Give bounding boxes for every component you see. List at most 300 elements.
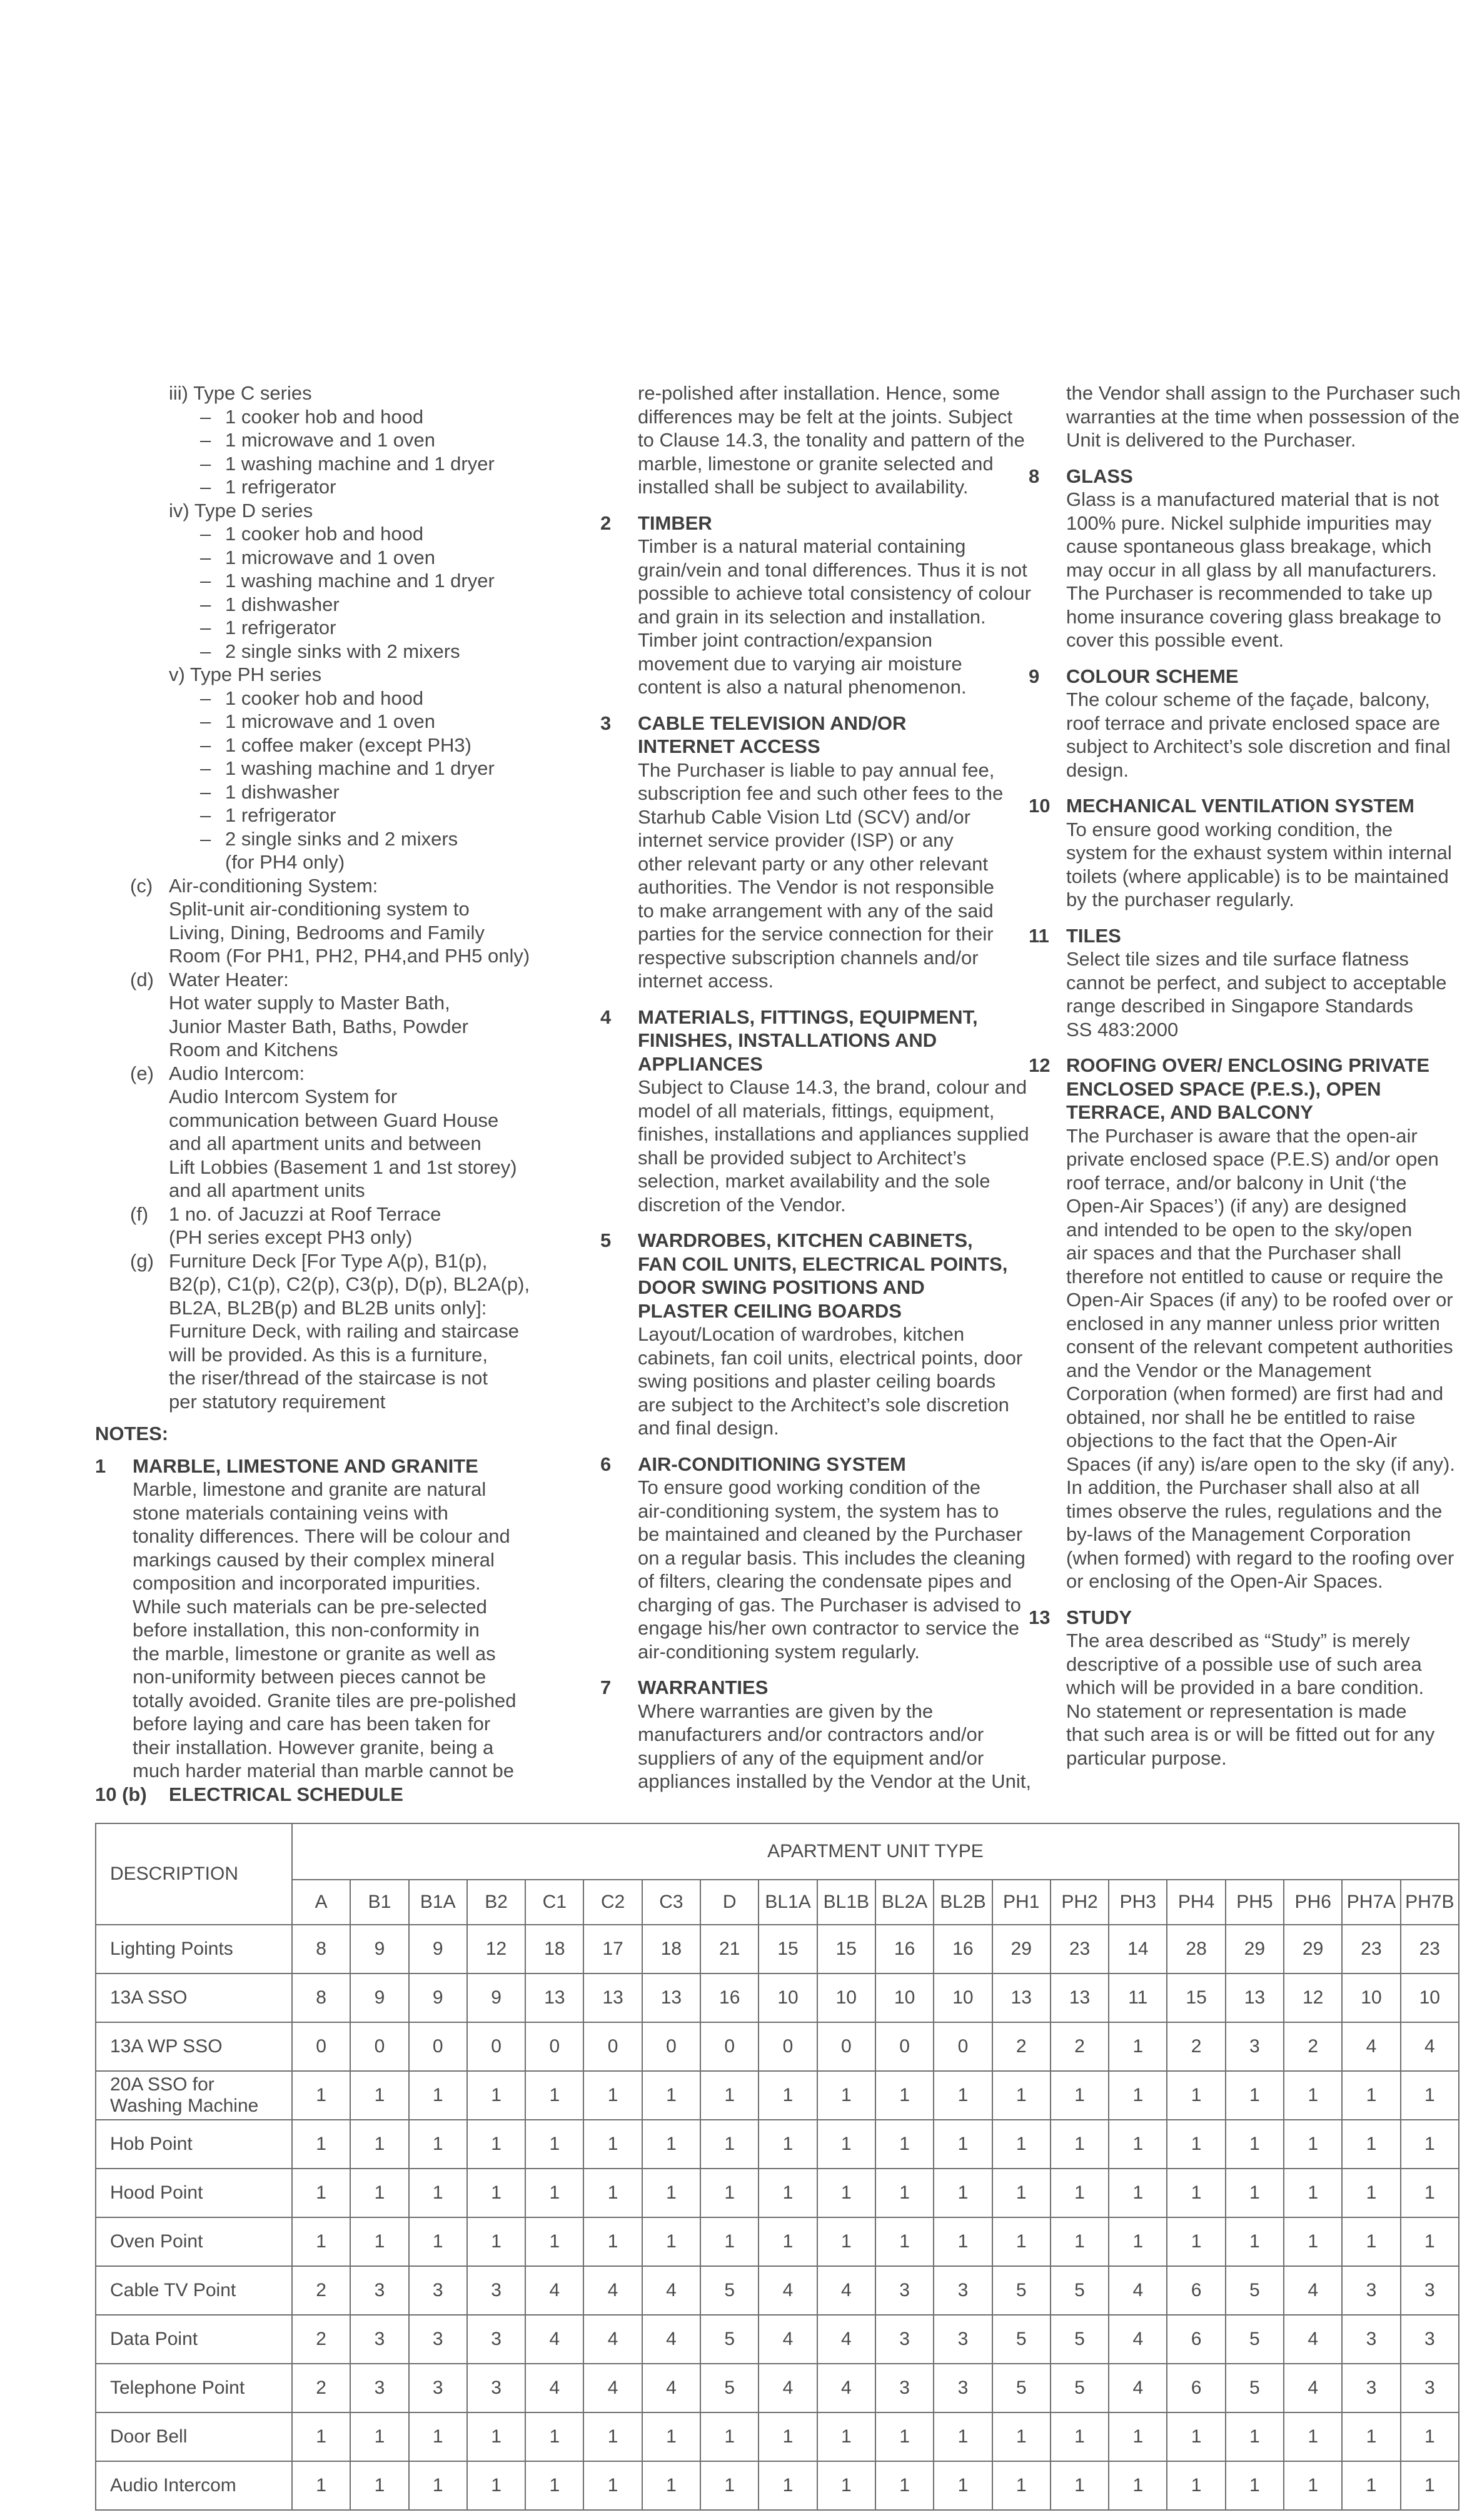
note-body-line: Open-Air Spaces’) (if any) are designed — [1066, 1195, 1407, 1217]
note-body-line: times observe the rules, regulations and the — [1066, 1499, 1443, 1522]
note-number: 1 — [95, 1454, 106, 1477]
table-cell: 8 — [292, 1973, 350, 2022]
table-cell: 3 — [875, 2364, 934, 2412]
series-marker: v) — [169, 663, 185, 685]
row-label-line: Audio Intercom — [110, 2475, 236, 2496]
table-cell: 16 — [875, 1925, 934, 1973]
row-label — [96, 2461, 292, 2510]
note-number: 11 — [1029, 924, 1049, 947]
table-cell: 1 — [992, 2217, 1051, 2266]
table-cell: 4 — [1109, 2364, 1167, 2412]
table-cell: 1 — [1167, 2412, 1225, 2461]
note-body-line: totally avoided. Granite tiles are pre-polished — [133, 1689, 517, 1711]
note-heading-text: COLOUR SCHEME — [1066, 665, 1239, 687]
table-cell: 5 — [1051, 2364, 1109, 2412]
note-heading-text: MECHANICAL VENTILATION SYSTEM — [1066, 795, 1414, 817]
electrical-schedule-table — [95, 1823, 1459, 2511]
table-cell: 3 — [875, 2266, 934, 2315]
table-cell: 1 — [467, 2071, 525, 2120]
table-cell: 1 — [1109, 2461, 1167, 2510]
table-cell: 0 — [700, 2022, 759, 2071]
table-cell: 1 — [934, 2412, 992, 2461]
note-gap — [1029, 912, 1466, 924]
table-cell: 18 — [525, 1925, 583, 1973]
table-cell: 1 — [1226, 2071, 1284, 2120]
sub-item-line: Furniture Deck, with railing and staircase — [169, 1320, 519, 1342]
table-cell: 1 — [1226, 2461, 1284, 2510]
sub-item — [95, 968, 533, 1062]
table-cell: 1 — [817, 2217, 875, 2266]
row-label — [96, 2412, 292, 2461]
table-cell: 1 — [700, 2412, 759, 2461]
note-body-line: The colour scheme of the façade, balcony, — [1066, 688, 1430, 710]
table-cell: 1 — [525, 2071, 583, 2120]
sub-item-line: 1 no. of Jacuzzi at Roof Terrace — [169, 1202, 441, 1225]
note-block — [600, 1229, 1023, 1453]
unit-type-header: D — [700, 1880, 759, 1925]
note-number: 9 — [1029, 665, 1040, 687]
table-row — [96, 2071, 1459, 2120]
table-cell: 0 — [817, 2022, 875, 2071]
table-cell: 15 — [1167, 1973, 1225, 2022]
table-cell: 3 — [1401, 2315, 1459, 2364]
table-cell: 3 — [934, 2364, 992, 2412]
note-body-line: cause spontaneous glass breakage, which — [1066, 535, 1432, 557]
note-body-line: movement due to varying air moisture — [638, 652, 962, 675]
row-label — [96, 2120, 292, 2169]
sub-item-line: Junior Master Bath, Baths, Powder — [169, 1015, 469, 1037]
series-item — [95, 522, 533, 546]
row-label-line: Oven Point — [110, 2231, 203, 2252]
table-cell: 1 — [759, 2461, 817, 2510]
table-cell: 1 — [1284, 2217, 1342, 2266]
table-cell: 1 — [525, 2217, 583, 2266]
table-cell: 13 — [992, 1973, 1051, 2022]
note-body-line: engage his/her own contractor to service the — [638, 1617, 1020, 1639]
note-heading-text: TILES — [1066, 924, 1121, 947]
note-heading-text: INTERNET ACCESS — [638, 735, 820, 757]
note-body-line: Layout/Location of wardrobes, kitchen — [638, 1323, 965, 1345]
table-cell: 1 — [759, 2412, 817, 2461]
row-label — [96, 2364, 292, 2412]
table-cell: 1 — [1284, 2412, 1342, 2461]
sub-item-marker: (c) — [130, 874, 153, 897]
table-cell: 13 — [642, 1973, 700, 2022]
note-body-line: selection, market availability and the sole — [638, 1170, 991, 1192]
note-body-line: internet service provider (ISP) or any — [638, 829, 954, 851]
note-number: 12 — [1029, 1054, 1051, 1076]
series-item-text: 1 dishwasher — [225, 593, 340, 615]
table-cell: 1 — [1051, 2071, 1109, 2120]
note-body-line: that such area is or will be fitted out for any — [1066, 1723, 1435, 1745]
table-cell: 16 — [700, 1973, 759, 2022]
table-cell: 21 — [700, 1925, 759, 1973]
note-body-line: shall be provided subject to Architect’s — [638, 1146, 967, 1169]
table-cell: 5 — [1226, 2266, 1284, 2315]
row-label-line: Data Point — [110, 2329, 198, 2349]
note-body-line: warranties at the time when possession of the — [1066, 405, 1459, 428]
note-body-line: content is also a natural phenomenon. — [638, 676, 967, 698]
table-cell: 3 — [409, 2364, 467, 2412]
table-cell: 1 — [642, 2461, 700, 2510]
table-cell: 1 — [1109, 2071, 1167, 2120]
note-gap — [600, 499, 1007, 512]
note-number: 6 — [600, 1453, 612, 1475]
table-cell: 3 — [1401, 2266, 1459, 2315]
note-heading — [600, 735, 1007, 759]
table-cell: 1 — [350, 2461, 408, 2510]
table-cell: 1 — [292, 2169, 350, 2217]
series-item — [95, 616, 533, 640]
table-cell: 5 — [992, 2364, 1051, 2412]
note-heading — [600, 1029, 1007, 1052]
series-item — [95, 593, 533, 617]
table-row — [96, 2169, 1459, 2217]
table-cell: 1 — [1342, 2412, 1400, 2461]
note-body-line: air spaces and that the Purchaser shall — [1066, 1242, 1401, 1264]
note-body-line: markings caused by their complex mineral — [133, 1548, 495, 1571]
table-cell: 4 — [525, 2266, 583, 2315]
note-heading — [600, 1052, 1007, 1076]
note-body-line: air-conditioning system regularly. — [638, 1640, 920, 1663]
table-cell: 1 — [1284, 2169, 1342, 2217]
note-heading — [1029, 794, 1466, 818]
table-cell: 1 — [1051, 2217, 1109, 2266]
sub-item-line: Audio Intercom System for — [169, 1086, 398, 1107]
apartment-unit-type-header: APARTMENT UNIT TYPE — [292, 1823, 1459, 1880]
table-cell: 1 — [1167, 2461, 1225, 2510]
table-cell: 1 — [467, 2412, 525, 2461]
description-header: DESCRIPTION — [96, 1823, 292, 1925]
table-cell: 1 — [934, 2169, 992, 2217]
note-body-line: cover this possible event. — [1066, 629, 1284, 651]
table-cell: 1 — [1051, 2412, 1109, 2461]
note-body-line: and the Vendor or the Management — [1066, 1359, 1371, 1381]
table-cell: 4 — [642, 2315, 700, 2364]
table-cell: 2 — [1051, 2022, 1109, 2071]
note-body-line: No statement or representation is made — [1066, 1700, 1407, 1722]
note-body-line: Timber is a natural material containing — [638, 535, 966, 557]
table-cell: 1 — [642, 2169, 700, 2217]
unit-type-header: PH4 — [1167, 1880, 1225, 1925]
table-cell: 1 — [409, 2412, 467, 2461]
table-cell: 1 — [1167, 2217, 1225, 2266]
table-cell: 1 — [875, 2217, 934, 2266]
note-body-line: Select tile sizes and tile surface flatness — [1066, 948, 1409, 970]
table-row — [96, 2266, 1459, 2315]
sub-item-line: and all apartment units — [169, 1179, 365, 1201]
unit-type-header: B2 — [467, 1880, 525, 1925]
note-body-line: before installation, this non-conformity in — [133, 1619, 480, 1641]
table-cell: 3 — [1342, 2315, 1400, 2364]
note-block — [1029, 381, 1466, 465]
note-body-line: Corporation (when formed) are first had and — [1066, 1383, 1444, 1404]
table-cell: 23 — [1051, 1925, 1109, 1973]
note-heading-text: PLASTER CEILING BOARDS — [638, 1299, 902, 1322]
note-body-line: re-polished after installation. Hence, some — [638, 382, 1000, 404]
series-item-text: 1 cooker hob and hood — [225, 523, 424, 545]
note-block — [1029, 665, 1466, 795]
unit-type-header: C3 — [642, 1880, 700, 1925]
table-cell: 11 — [1109, 1973, 1167, 2022]
note-body-line: the marble, limestone or granite as well as — [133, 1642, 496, 1665]
table-cell: 1 — [525, 2412, 583, 2461]
row-label-line: 20A SSO for — [110, 2074, 214, 2095]
note-body-line: model of all materials, fittings, equipment, — [638, 1099, 995, 1122]
table-cell: 1 — [350, 2412, 408, 2461]
row-label — [96, 2071, 292, 2120]
note-body-line: on a regular basis. This includes the cleaning — [638, 1546, 1026, 1569]
note-body-line: In addition, the Purchaser shall also at all — [1066, 1476, 1420, 1498]
note-body-line: SS 483:2000 — [1066, 1018, 1179, 1041]
table-cell: 3 — [350, 2315, 408, 2364]
unit-type-header: C2 — [583, 1880, 642, 1925]
table-cell: 0 — [583, 2022, 642, 2071]
sub-item-line: B2(p), C1(p), C2(p), C3(p), D(p), BL2A(p), — [169, 1273, 530, 1295]
table-cell: 1 — [1401, 2412, 1459, 2461]
note-block — [600, 512, 1031, 712]
table-row — [96, 1925, 1459, 1973]
dash-marker: – — [200, 780, 211, 803]
table-cell: 1 — [409, 2169, 467, 2217]
note-body-line: are subject to the Architect’s sole discretion — [638, 1393, 1009, 1416]
left-column — [95, 381, 533, 1783]
table-cell: 1 — [525, 2461, 583, 2510]
table-row — [96, 2315, 1459, 2364]
table-cell: 1 — [934, 2461, 992, 2510]
note-gap — [600, 1216, 1007, 1229]
table-row — [96, 2217, 1459, 2266]
table-cell: 1 — [700, 2169, 759, 2217]
table-cell: 1 — [1342, 2169, 1400, 2217]
note-body-line: cannot be perfect, and subject to acceptable — [1066, 971, 1447, 994]
table-cell: 13 — [583, 1973, 642, 2022]
table-cell: 8 — [292, 1925, 350, 1973]
schedule-heading: ELECTRICAL SCHEDULE — [169, 1783, 403, 1805]
unit-type-header: PH5 — [1226, 1880, 1284, 1925]
sub-item-marker: (e) — [130, 1062, 154, 1084]
note-body-line: be maintained and cleaned by the Purchaser — [638, 1523, 1023, 1545]
unit-type-header: PH3 — [1109, 1880, 1167, 1925]
note-body-line: descriptive of a possible use of such area — [1066, 1653, 1422, 1675]
series-title-text: Type D series — [194, 499, 313, 522]
table-cell: 1 — [875, 2120, 934, 2169]
table-cell: 5 — [1226, 2364, 1284, 2412]
table-cell: 3 — [409, 2266, 467, 2315]
header-row-group — [96, 1823, 1459, 1880]
series-title — [95, 499, 533, 523]
note-body-line: particular purpose. — [1066, 1746, 1227, 1769]
table-cell: 1 — [583, 2169, 642, 2217]
table-cell: 1 — [1342, 2461, 1400, 2510]
table-cell: 3 — [467, 2266, 525, 2315]
table-cell: 16 — [934, 1925, 992, 1973]
table-cell: 1 — [1109, 2022, 1167, 2071]
series-item — [95, 827, 488, 874]
series-item-text: 2 single sinks with 2 mixers — [225, 640, 460, 662]
table-cell: 1 — [1226, 2169, 1284, 2217]
note-body-line: much harder material than marble cannot be — [133, 1760, 514, 1782]
table-cell: 1 — [700, 2120, 759, 2169]
table-cell: 9 — [409, 1973, 467, 2022]
note-heading-text: MATERIALS, FITTINGS, EQUIPMENT, — [638, 1005, 978, 1028]
note-block — [1029, 1054, 1466, 1606]
table-cell: 18 — [642, 1925, 700, 1973]
sub-item — [95, 1249, 533, 1414]
table-cell: 4 — [642, 2364, 700, 2412]
table-cell: 2 — [292, 2315, 350, 2364]
table-cell: 3 — [467, 2364, 525, 2412]
note-body-line: obtained, nor shall he be entitled to raise — [1066, 1406, 1416, 1428]
note-body-line: To ensure good working condition of the — [638, 1476, 981, 1498]
table-cell: 1 — [759, 2217, 817, 2266]
note-heading — [1029, 1606, 1466, 1630]
table-row — [96, 2022, 1459, 2071]
dash-marker: – — [200, 593, 211, 615]
dash-marker: – — [200, 617, 211, 638]
note-body-line: 100% pure. Nickel sulphide impurities may — [1066, 512, 1432, 534]
table-cell: 1 — [409, 2120, 467, 2169]
row-label-line: Door Bell — [110, 2426, 188, 2447]
row-label-line: Cable TV Point — [110, 2280, 236, 2301]
table-cell: 4 — [1109, 2266, 1167, 2315]
table-cell: 4 — [817, 2364, 875, 2412]
table-cell: 1 — [875, 2071, 934, 2120]
note-body-line: consent of the relevant competent authorities — [1066, 1336, 1453, 1358]
dash-marker: – — [200, 733, 211, 756]
unit-type-header: BL1A — [759, 1880, 817, 1925]
note-block — [1029, 924, 1466, 1054]
sub-item — [95, 1062, 533, 1202]
note-body-line: the Vendor shall assign to the Purchaser such — [1066, 382, 1461, 404]
note-gap — [1029, 452, 1466, 465]
table-cell: 1 — [292, 2412, 350, 2461]
table-cell: 1 — [1342, 2071, 1400, 2120]
unit-type-header: A — [292, 1880, 350, 1925]
table-cell: 4 — [1284, 2266, 1342, 2315]
table-cell: 1 — [992, 2120, 1051, 2169]
note-heading-text: CABLE TELEVISION AND/OR — [638, 712, 907, 734]
note-body-line: or enclosing of the Open-Air Spaces. — [1066, 1570, 1383, 1592]
note-number: 3 — [600, 712, 612, 734]
note-heading — [600, 1676, 1007, 1700]
sub-item-line: Hot water supply to Master Bath, — [169, 992, 450, 1014]
note-heading — [1029, 1077, 1466, 1101]
table-cell: 3 — [350, 2266, 408, 2315]
table-cell: 1 — [409, 2071, 467, 2120]
table-cell: 1 — [1051, 2169, 1109, 2217]
schedule-head — [96, 1823, 1459, 1925]
table-cell: 13 — [525, 1973, 583, 2022]
series-marker: iv) — [169, 499, 189, 522]
table-cell: 10 — [817, 1973, 875, 2022]
table-cell: 1 — [1284, 2120, 1342, 2169]
table-cell: 1 — [1401, 2071, 1459, 2120]
note-heading — [1029, 924, 1466, 948]
note-heading-text: ENCLOSED SPACE (P.E.S.), OPEN — [1066, 1077, 1381, 1100]
note-heading-text: WARDROBES, KITCHEN CABINETS, — [638, 1229, 973, 1251]
sub-item-line: communication between Guard House — [169, 1109, 499, 1131]
table-cell: 1 — [700, 2071, 759, 2120]
table-row — [96, 2120, 1459, 2169]
note-body-line: While such materials can be pre-selected — [133, 1595, 487, 1618]
series-item-text: 1 coffee maker (except PH3) — [225, 733, 471, 756]
table-cell: 28 — [1167, 1925, 1225, 1973]
table-cell: 4 — [525, 2364, 583, 2412]
table-cell: 1 — [350, 2217, 408, 2266]
sub-item-line: Air-conditioning System: — [169, 874, 378, 897]
note-body-line: home insurance covering glass breakage to — [1066, 605, 1441, 628]
table-cell: 4 — [525, 2315, 583, 2364]
table-cell: 4 — [1401, 2022, 1459, 2071]
note-body-line: air-conditioning system, the system has to — [638, 1499, 999, 1522]
note-body-line: parties for the service connection for their — [638, 923, 994, 945]
note-heading — [600, 1299, 1007, 1323]
table-cell: 1 — [1284, 2071, 1342, 2120]
unit-type-header: BL2A — [875, 1880, 934, 1925]
note-heading — [600, 1276, 1007, 1299]
table-cell: 1 — [409, 2217, 467, 2266]
sub-item-line: (PH series except PH3 only) — [169, 1226, 413, 1248]
note-body-line: before laying and care has been taken for — [133, 1713, 491, 1735]
table-cell: 1 — [700, 2461, 759, 2510]
note-heading-text: AIR-CONDITIONING SYSTEM — [638, 1453, 906, 1475]
table-cell: 0 — [292, 2022, 350, 2071]
series-item — [95, 710, 533, 733]
table-cell: 2 — [292, 2266, 350, 2315]
row-label — [96, 1973, 292, 2022]
table-cell: 6 — [1167, 2315, 1225, 2364]
table-cell: 12 — [1284, 1973, 1342, 2022]
sub-item-line: per statutory requirement — [169, 1390, 386, 1413]
table-cell: 1 — [934, 2217, 992, 2266]
note-heading-text: ROOFING OVER/ ENCLOSING PRIVATE — [1066, 1054, 1430, 1076]
note-body-line: stone materials containing veins with — [133, 1501, 448, 1524]
table-cell: 1 — [1342, 2217, 1400, 2266]
table-cell: 29 — [1284, 1925, 1342, 1973]
note-block — [95, 1454, 533, 1783]
table-cell: 1 — [1226, 2120, 1284, 2169]
sub-item-line: Lift Lobbies (Basement 1 and 1st storey) — [169, 1156, 517, 1178]
table-cell: 1 — [875, 2461, 934, 2510]
series-title — [95, 663, 533, 687]
table-cell: 5 — [1226, 2315, 1284, 2364]
unit-type-header: PH7B — [1401, 1880, 1459, 1925]
note-body-line: and final design. — [638, 1417, 779, 1439]
sub-item-line: BL2A, BL2B(p) and BL2B units only]: — [169, 1296, 487, 1319]
row-label — [96, 2022, 292, 2071]
series-title-text: Type C series — [193, 382, 312, 404]
note-number: 4 — [600, 1005, 612, 1028]
unit-type-header: BL1B — [817, 1880, 875, 1925]
note-body-line: differences may be felt at the joints. Subject — [638, 405, 1013, 428]
series-item-text: 1 refrigerator — [225, 804, 336, 826]
series-item — [95, 733, 533, 757]
note-body-line: (when formed) with regard to the roofing over — [1066, 1546, 1454, 1569]
series-item — [95, 428, 533, 452]
table-cell: 10 — [1342, 1973, 1400, 2022]
note-body-line: To ensure good working condition, the — [1066, 818, 1393, 840]
table-cell: 0 — [759, 2022, 817, 2071]
series-title-text: Type PH series — [189, 663, 322, 685]
series-item — [95, 546, 533, 570]
table-cell: 17 — [583, 1925, 642, 1973]
table-cell: 2 — [1284, 2022, 1342, 2071]
note-gap — [600, 1440, 1007, 1453]
table-cell: 3 — [1401, 2364, 1459, 2412]
note-body-line: of filters, clearing the condensate pipes and — [638, 1570, 1012, 1592]
table-cell: 1 — [350, 2071, 408, 2120]
